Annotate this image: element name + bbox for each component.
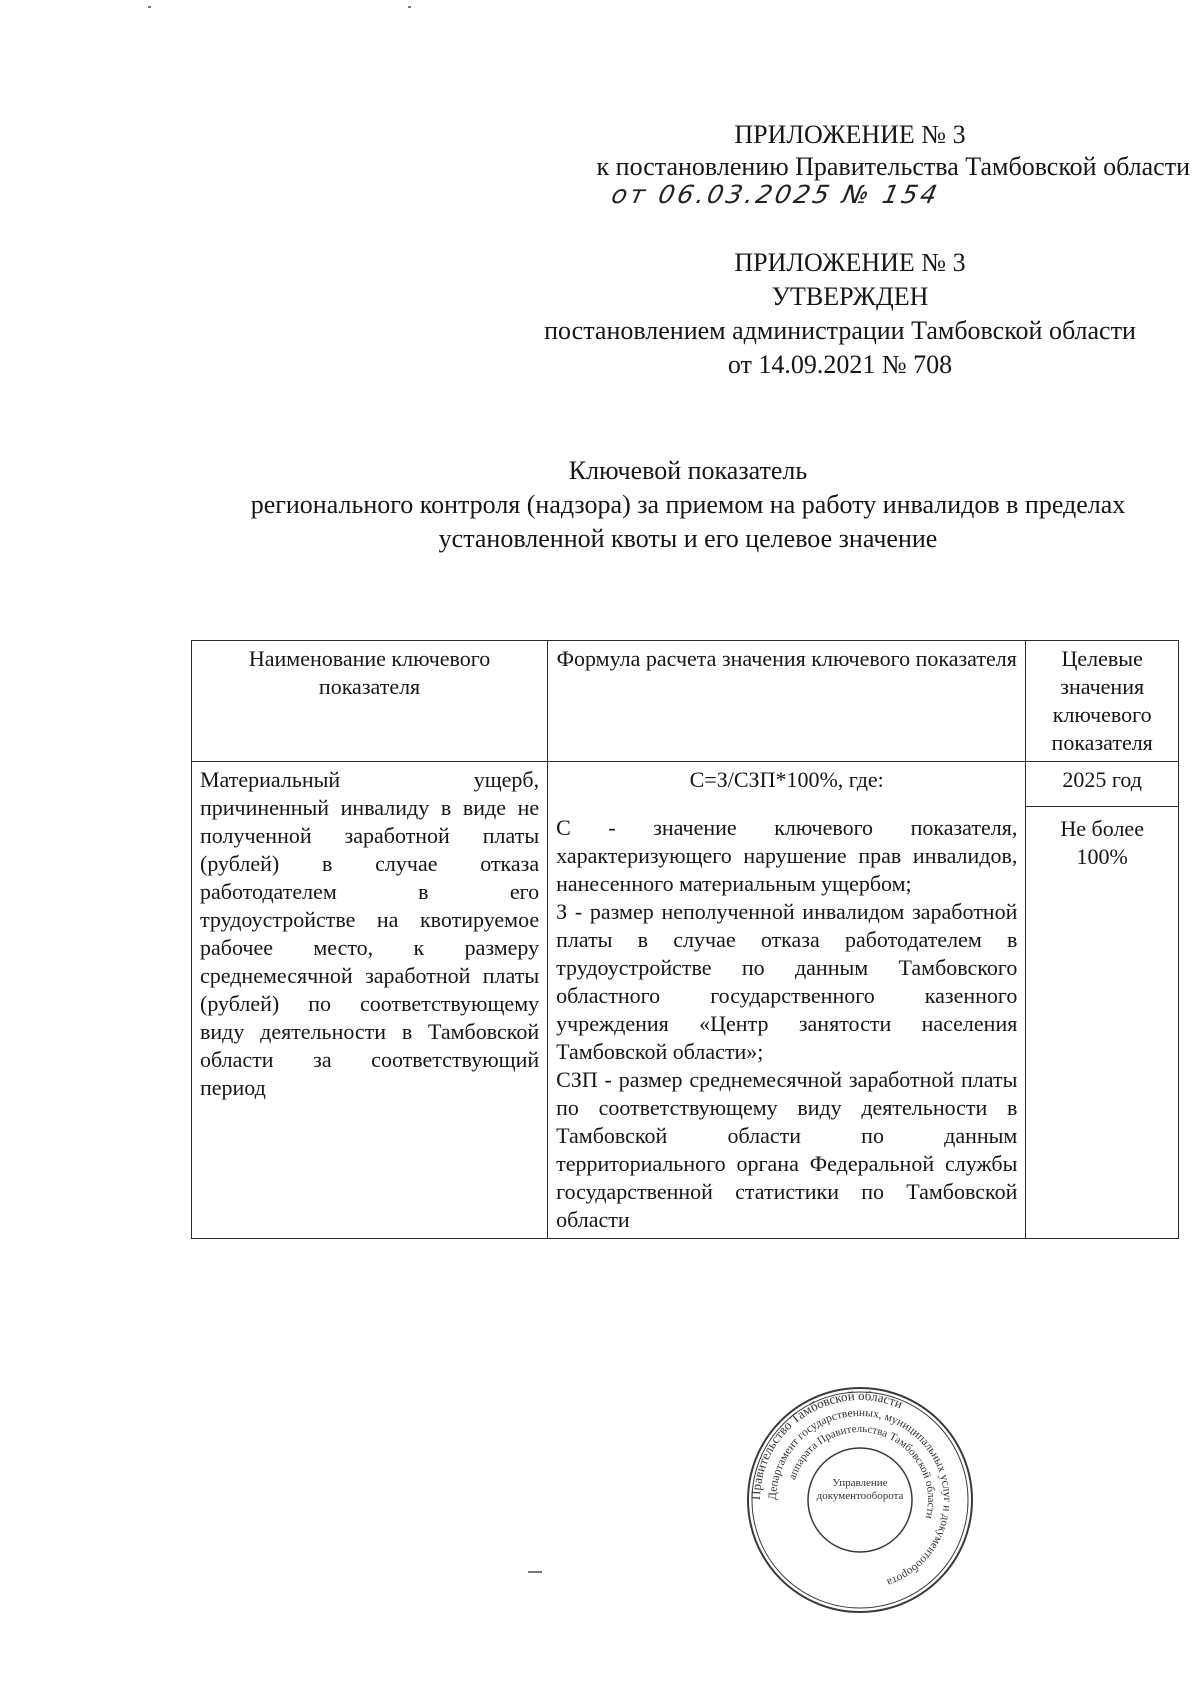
target-year: 2025 год [1026, 762, 1178, 807]
header-indicator-name: Наименование ключевого показателя [192, 641, 548, 762]
formula-def-z: З - размер неполученной инвалидом заработной платы в случае отказа работодателем в трудоустройстве по данным Тамбовского областного государственного казенного учреждения «Центр занятости населения Тамбовской области»; [556, 899, 1018, 1064]
stamp-outer-text: Правительство Тамбовской области [747, 1387, 905, 1501]
table-row [192, 762, 1179, 1239]
stamp-center-text: Управление документооборота [816, 1477, 904, 1502]
appendix-1-title: ПРИЛОЖЕНИЕ № 3 [734, 120, 966, 149]
handwritten-date-number: от 06.03.2025 № 154 [608, 180, 943, 209]
appendix-2-reference [490, 314, 1190, 382]
scan-speck [408, 6, 411, 8]
formula-expression: С=З/СЗП*100%, где: [689, 767, 884, 792]
appendix-2-title: ПРИЛОЖЕНИЕ № 3 [734, 248, 966, 277]
appendix-2-date: от 14.09.2021 № 708 [727, 350, 953, 379]
header-formula: Формула расчета значения ключевого показателя [548, 641, 1026, 762]
indicator-name-cell: Материальный ущерб, причиненный инвалиду в виде не полученной заработной платы (рублей) в случае отказа работодателем в его трудоустройстве на квотируемое рабочее место, к размеру среднемесячной заработной платы (рублей) по соответствующему виду деятельности в Тамбовской области за соответствующий период [192, 762, 548, 1239]
stamp-inner-text: аппарата Правительства Тамбовской области [786, 1422, 938, 1520]
formula-cell [548, 762, 1026, 1239]
key-indicator-table [191, 640, 1179, 1239]
appendix-1-subtitle: к постановлению Правительства Тамбовской области [596, 152, 1190, 181]
stamp-middle-text: Департамент государственных, муниципальных услуг и документооборота [766, 1406, 954, 1589]
official-stamp [745, 1385, 975, 1615]
title-line-3: установленной квоты и его целевое значение [438, 524, 938, 553]
document-title [198, 454, 1178, 556]
target-cell [1026, 762, 1179, 1239]
scan-speck [528, 1571, 542, 1573]
scan-speck [148, 6, 151, 8]
appendix-2-by: постановлением администрации Тамбовской области [544, 316, 1136, 345]
formula-def-c: С - значение ключевого показателя, характеризующего нарушение прав инвалидов, нанесенного материальным ущербом; [556, 815, 1018, 896]
header-target-values: Целевые значения ключевого показателя [1026, 641, 1179, 762]
title-line-1: Ключевой показатель [568, 456, 808, 485]
formula-def-szp: СЗП - размер среднемесячной заработной платы по соответствующему виду деятельности в Тамбовской области по данным территориального органа Федеральной службы государственной статистики по Тамбовской области [556, 1067, 1018, 1232]
target-value: Не более 100% [1060, 816, 1144, 869]
appendix-2-approved: УТВЕРЖДЕН [771, 282, 929, 311]
title-line-2: регионального контроля (надзора) за приемом на работу инвалидов в пределах [250, 490, 1126, 519]
table-header-row [192, 641, 1179, 762]
appendix-2-heading [690, 246, 1010, 314]
